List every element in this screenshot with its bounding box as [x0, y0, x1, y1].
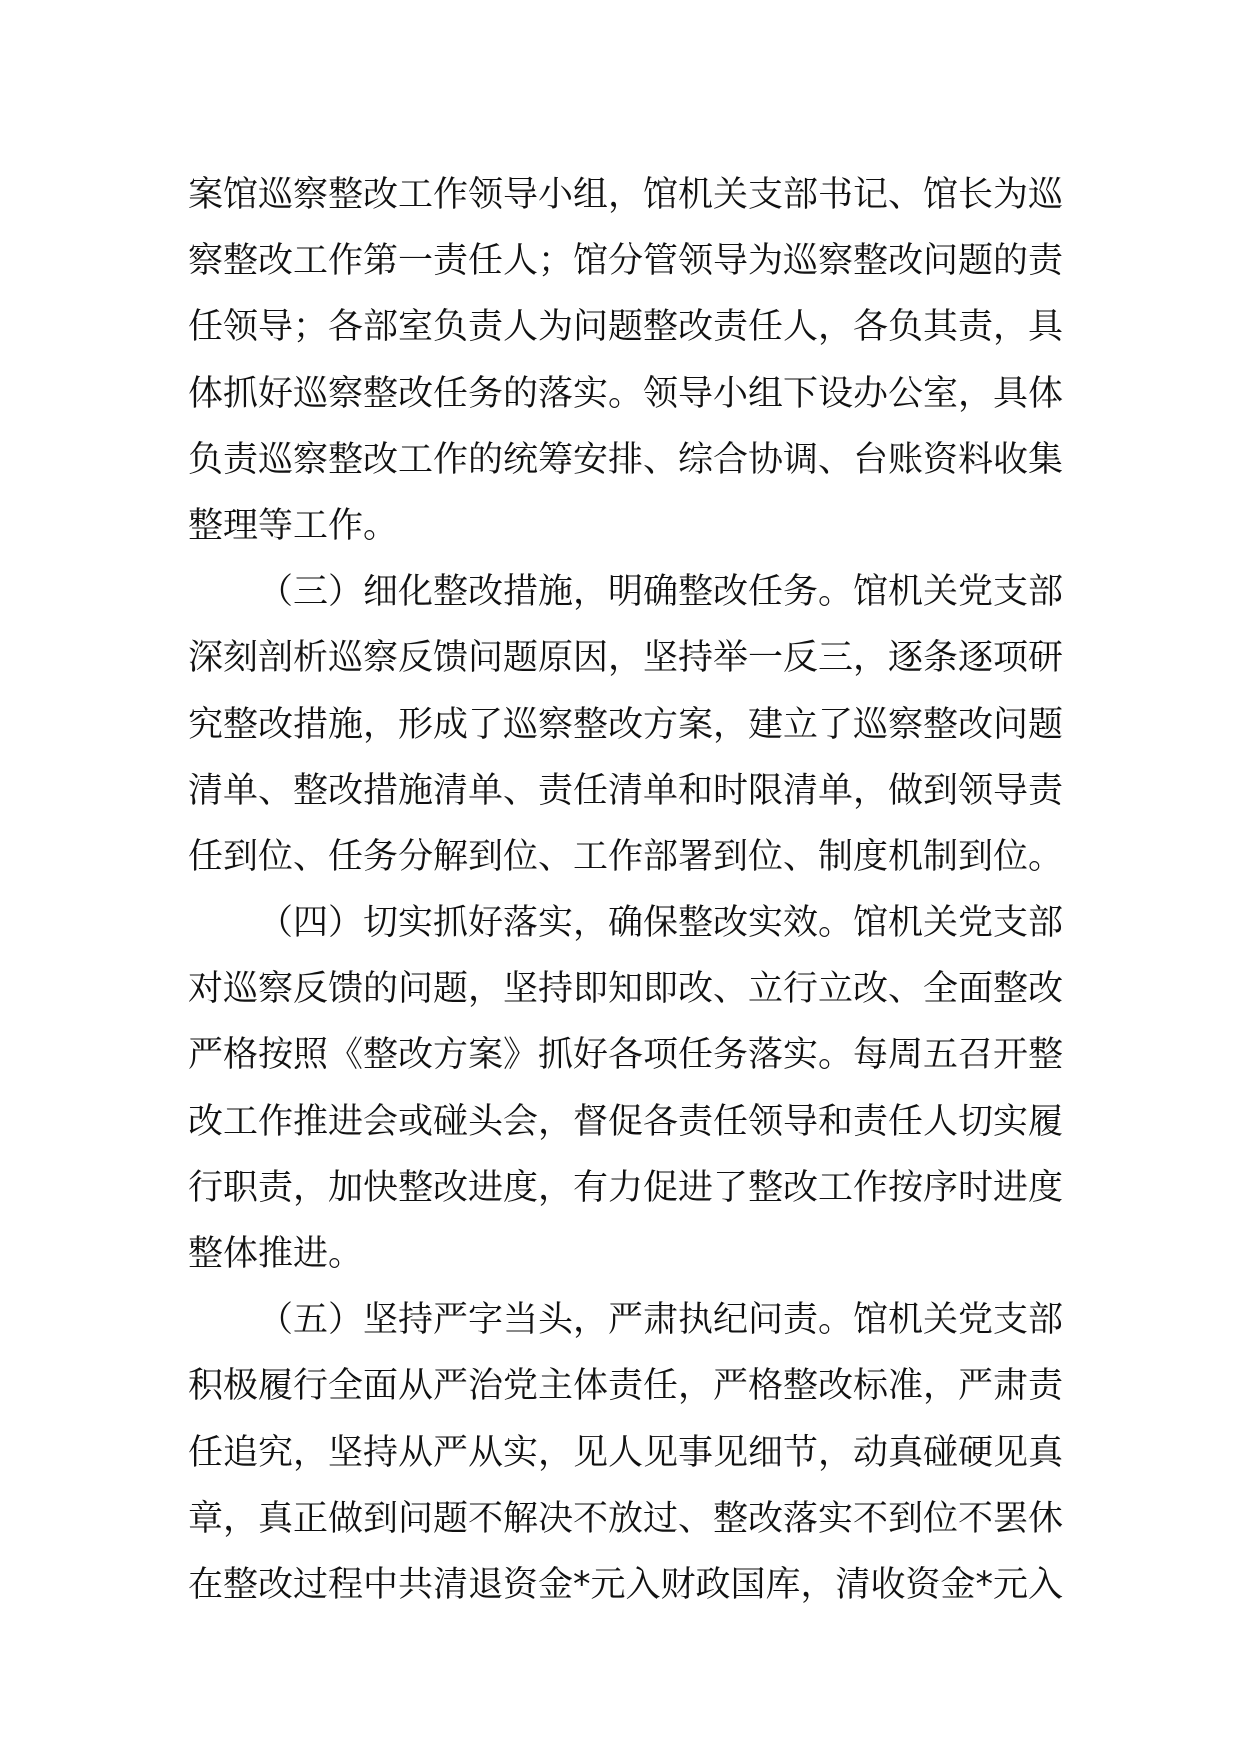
text-line: 积极履行全面从严治党主体责任，严格整改标准，严肃责 [188, 1366, 1064, 1407]
text-line: 对巡察反馈的问题，坚持即知即改、立行立改、全面整改 [188, 969, 1064, 1010]
text-line: 究整改措施，形成了巡察整改方案，建立了巡察整改问题 [188, 704, 1064, 745]
text-line: 整理等工作。 [188, 505, 399, 546]
text-line: 体抓好巡察整改任务的落实。领导小组下设办公室，具体 [188, 373, 1064, 414]
text-line: （三）细化整改措施，明确整改任务。馆机关党支部 [258, 572, 1064, 613]
paragraph-leadership-group [188, 162, 1068, 559]
text-line: （五）坚持严字当头，严肃执纪问责。馆机关党支部 [258, 1300, 1064, 1341]
text-line: 深刻剖析巡察反馈问题原因，坚持举一反三，逐条逐项研 [188, 638, 1064, 679]
document-body [188, 162, 1068, 1618]
text-line: 清单、整改措施清单、责任清单和时限清单，做到领导责 [188, 770, 1064, 811]
text-line: 案馆巡察整改工作领导小组，馆机关支部书记、馆长为巡 [188, 175, 1064, 215]
text-line: 负责巡察整改工作的统筹安排、综合协调、台账资料收集 [188, 439, 1064, 480]
text-line: 在整改过程中共清退资金*元入财政国库，清收资金*元入 [188, 1564, 1064, 1605]
text-line: 任追究，坚持从严从实，见人见事见细节，动真碰硬见真 [188, 1432, 1064, 1473]
text-line: 任领导；各部室负责人为问题整改责任人，各负其责，具 [188, 307, 1064, 348]
text-line: 严格按照《整改方案》抓好各项任务落实。每周五召开整 [188, 1035, 1064, 1076]
paragraph-section-4 [188, 890, 1068, 1287]
paragraph-section-5 [188, 1287, 1068, 1618]
text-line: 整体推进。 [188, 1234, 364, 1274]
text-line: 察整改工作第一责任人；馆分管领导为巡察整改问题的责 [188, 241, 1064, 282]
text-line: 章，真正做到问题不解决不放过、整改落实不到位不罢休 [188, 1498, 1064, 1539]
paragraph-section-3 [188, 559, 1068, 890]
text-line: 改工作推进会或碰头会，督促各责任领导和责任人切实履 [188, 1101, 1064, 1142]
text-line: （四）切实抓好落实，确保整改实效。馆机关党支部 [258, 903, 1064, 944]
text-line: 行职责，加快整改进度，有力促进了整改工作按序时进度 [188, 1167, 1064, 1208]
text-line: 任到位、任务分解到位、工作部署到位、制度机制到位。 [188, 836, 1064, 877]
